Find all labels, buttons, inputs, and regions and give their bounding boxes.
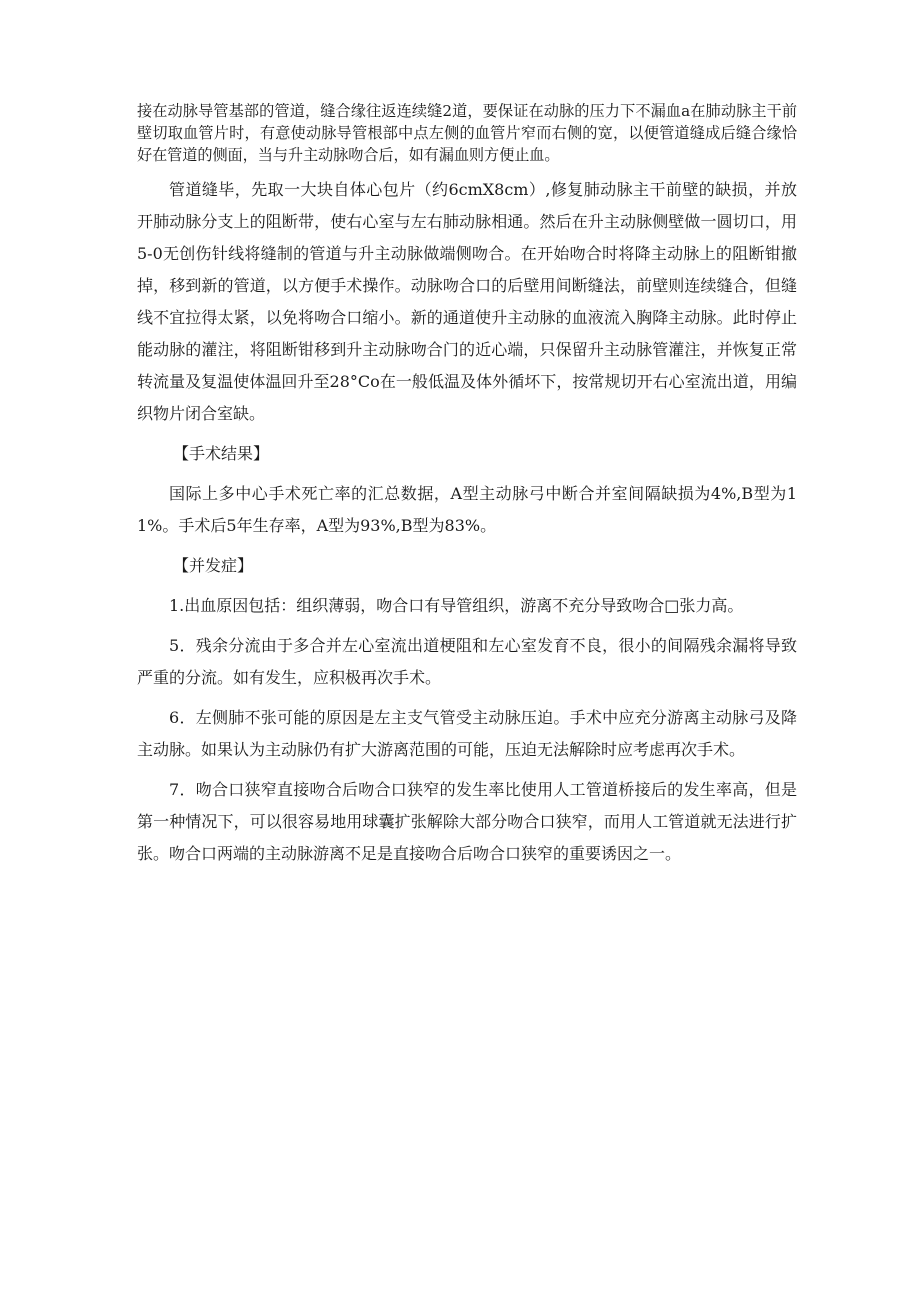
paragraph-results: 国际上多中心手术死亡率的汇总数据，A型主动脉弓中断合并室间隔缺损为4%,B型为11%。手术后5年生存率，A型为93%,B型为83%。 [137,484,797,535]
document-page [137,100,797,870]
heading-results: 【手术结果】 [173,444,270,463]
paragraph-intro: 接在动脉导管基部的管道，缝合缘往返连续缝2道，要保证在动脉的压力下不漏血a在肺动脉主干前壁切取血管片时，有意使动脉导管根部中点左侧的血管片窄而右侧的宽，以便管道缝成后缝合缘恰好在管道的侧面，当与升主动脉吻合后，如有漏血则方便止血。 [137,102,797,164]
complication-item-7: 7．吻合口狭窄直接吻合后吻合口狭窄的发生率比使用人工管道桥接后的发生率高，但是第一种情况下，可以很容易地用球囊扩张解除大部分吻合口狭窄，而用人工管道就无法进行扩张。吻合口两端的主动脉游离不足是直接吻合后吻合口狭窄的重要诱因之一。 [137,780,797,863]
complication-item-6: 6．左侧肺不张可能的原因是左主支气管受主动脉压迫。手术中应充分游离主动脉弓及降主动脉。如果认为主动脉仍有扩大游离范围的可能，压迫无法解除时应考虑再次手术。 [137,708,797,759]
paragraph-repair: 管道缝毕，先取一大块自体心包片（约6cmX8cm）,修复肺动脉主干前壁的缺损，并放开肺动脉分支上的阻断带，使右心室与左右肺动脉相通。然后在升主动脉侧壁做一圆切口，用5-0无创伤针线将缝制的管道与升主动脉做端侧吻合。在开始吻合时将降主动脉上的阻断钳撤掉，移到新的管道，以方便手术操作。动脉吻合口的后壁用间断缝法，前壁则连续缝合，但缝线不宜拉得太紧，以免将吻合口缩小。新的通道使升主动脉的血液流入胸降主动脉。此时停止能动脉的灌注，将阻断钳移到升主动脉吻合门的近心端，只保留升主动脉管灌注，并恢复正常转流量及复温使体温回升至28°Co在一般低温及体外循坏下，按常规切开右心室流出道，用编织物片闭合室缺。 [137,180,797,423]
heading-complications: 【并发症】 [173,556,254,575]
complication-item-1: 1.出血原因包括：组织薄弱，吻合口有导管组织，游离不充分导致吻合□张力高。 [169,596,744,615]
complication-item-5: 5．残余分流由于多合并左心室流出道梗阻和左心室发育不良，很小的间隔残余漏将导致严重的分流。如有发生，应积极再次手术。 [137,636,797,687]
